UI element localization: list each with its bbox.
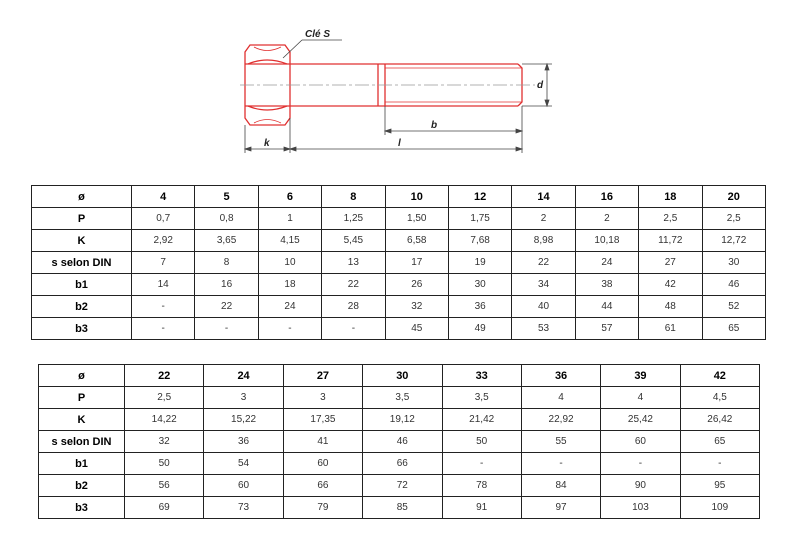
diameter-header-cell: 16 <box>575 186 638 208</box>
table-cell: 36 <box>204 431 283 453</box>
table-cell: 28 <box>322 296 385 318</box>
diameter-header-cell: 12 <box>448 186 511 208</box>
table-cell: 4,15 <box>258 230 321 252</box>
diameter-header-cell: 4 <box>132 186 195 208</box>
table-cell: 3 <box>204 387 283 409</box>
table-cell: 61 <box>639 318 702 340</box>
table-cell: 41 <box>283 431 362 453</box>
table-cell: 109 <box>680 497 759 519</box>
diameter-header-cell: 22 <box>125 365 204 387</box>
table-cell: 5,45 <box>322 230 385 252</box>
table-cell: 24 <box>575 252 638 274</box>
label-b: b <box>431 120 438 131</box>
label-l: l <box>398 138 401 149</box>
diameter-header-cell: 24 <box>204 365 283 387</box>
dimension-lines <box>245 40 552 153</box>
table-cell: 6,58 <box>385 230 448 252</box>
table-cell: - <box>322 318 385 340</box>
table-cell: - <box>132 296 195 318</box>
row-label: b3 <box>32 318 132 340</box>
table-cell: 72 <box>363 475 442 497</box>
table-cell: - <box>132 318 195 340</box>
table-cell: 48 <box>639 296 702 318</box>
table-cell: - <box>680 453 759 475</box>
table-row <box>39 431 760 453</box>
table-cell: 12,72 <box>702 230 765 252</box>
table-cell: 17 <box>385 252 448 274</box>
table-cell: 4 <box>601 387 680 409</box>
table-cell: - <box>258 318 321 340</box>
table-cell: 32 <box>385 296 448 318</box>
table-cell: 1,50 <box>385 208 448 230</box>
table-cell: 60 <box>601 431 680 453</box>
table-cell: 1,75 <box>448 208 511 230</box>
bolt-table-2 <box>38 364 760 519</box>
table-cell: 22 <box>195 296 258 318</box>
table-cell: 49 <box>448 318 511 340</box>
table-cell: 34 <box>512 274 575 296</box>
table-cell: 38 <box>575 274 638 296</box>
row-label: b1 <box>39 453 125 475</box>
table-cell: 84 <box>521 475 600 497</box>
table-row <box>39 365 760 387</box>
table-cell: 8,98 <box>512 230 575 252</box>
row-label: ø <box>32 186 132 208</box>
diameter-header-cell: 36 <box>521 365 600 387</box>
diameter-header-cell: 27 <box>283 365 362 387</box>
table-cell: 32 <box>125 431 204 453</box>
table-cell: 46 <box>363 431 442 453</box>
diameter-header-cell: 30 <box>363 365 442 387</box>
table-cell: 55 <box>521 431 600 453</box>
table-row <box>39 475 760 497</box>
table-cell: 73 <box>204 497 283 519</box>
table-cell: 50 <box>442 431 521 453</box>
label-d: d <box>537 80 544 91</box>
table-row <box>32 186 766 208</box>
diameter-header-cell: 33 <box>442 365 521 387</box>
table-cell: 13 <box>322 252 385 274</box>
table-cell: - <box>442 453 521 475</box>
table-cell: - <box>521 453 600 475</box>
table-row <box>32 230 766 252</box>
diameter-header-cell: 42 <box>680 365 759 387</box>
table-cell: 56 <box>125 475 204 497</box>
bolt-drawing <box>0 0 800 170</box>
table-cell: 54 <box>204 453 283 475</box>
table-cell: 25,42 <box>601 409 680 431</box>
table-cell: 66 <box>363 453 442 475</box>
table-cell: 85 <box>363 497 442 519</box>
diameter-header-cell: 10 <box>385 186 448 208</box>
table-cell: 26 <box>385 274 448 296</box>
table-row <box>32 318 766 340</box>
diameter-header-cell: 20 <box>702 186 765 208</box>
table-cell: 69 <box>125 497 204 519</box>
table-cell: 2 <box>575 208 638 230</box>
table-cell: 2 <box>512 208 575 230</box>
table-row <box>39 409 760 431</box>
table-cell: 52 <box>702 296 765 318</box>
table-cell: 21,42 <box>442 409 521 431</box>
row-label: b1 <box>32 274 132 296</box>
table-cell: 22,92 <box>521 409 600 431</box>
table-cell: 95 <box>680 475 759 497</box>
label-k: k <box>264 138 270 149</box>
table-cell: 90 <box>601 475 680 497</box>
table-cell: 27 <box>639 252 702 274</box>
table-cell: 79 <box>283 497 362 519</box>
table-cell: 19 <box>448 252 511 274</box>
diameter-header-cell: 14 <box>512 186 575 208</box>
table-cell: 1,25 <box>322 208 385 230</box>
table-cell: 97 <box>521 497 600 519</box>
table-cell: 4 <box>521 387 600 409</box>
table-cell: 1 <box>258 208 321 230</box>
table-cell: 46 <box>702 274 765 296</box>
table-cell: 50 <box>125 453 204 475</box>
row-label: K <box>32 230 132 252</box>
table-cell: 103 <box>601 497 680 519</box>
table-cell: 26,42 <box>680 409 759 431</box>
table-cell: 40 <box>512 296 575 318</box>
table-cell: 7 <box>132 252 195 274</box>
table-cell: 17,35 <box>283 409 362 431</box>
row-label: s selon DIN <box>39 431 125 453</box>
table-cell: 42 <box>639 274 702 296</box>
table-cell: 91 <box>442 497 521 519</box>
row-label: P <box>39 387 125 409</box>
table-cell: 3,5 <box>442 387 521 409</box>
diameter-header-cell: 39 <box>601 365 680 387</box>
row-label: b3 <box>39 497 125 519</box>
table-cell: 22 <box>512 252 575 274</box>
table-cell: 65 <box>702 318 765 340</box>
table-row <box>32 274 766 296</box>
table-cell: 14 <box>132 274 195 296</box>
table-cell: 30 <box>702 252 765 274</box>
table-cell: 19,12 <box>363 409 442 431</box>
table-cell: 57 <box>575 318 638 340</box>
row-label: b2 <box>32 296 132 318</box>
table-cell: 44 <box>575 296 638 318</box>
row-label: s selon DIN <box>32 252 132 274</box>
table-cell: 2,92 <box>132 230 195 252</box>
row-label: b2 <box>39 475 125 497</box>
table-cell: 0,7 <box>132 208 195 230</box>
table-cell: 22 <box>322 274 385 296</box>
table-cell: 45 <box>385 318 448 340</box>
table-cell: 53 <box>512 318 575 340</box>
table-cell: - <box>195 318 258 340</box>
table-row <box>32 252 766 274</box>
table-cell: 10 <box>258 252 321 274</box>
diameter-header-cell: 6 <box>258 186 321 208</box>
table-cell: 2,5 <box>639 208 702 230</box>
table-row <box>39 387 760 409</box>
table-cell: 11,72 <box>639 230 702 252</box>
row-label: P <box>32 208 132 230</box>
table-row <box>32 208 766 230</box>
table-cell: 78 <box>442 475 521 497</box>
table-cell: 66 <box>283 475 362 497</box>
table-cell: 65 <box>680 431 759 453</box>
table-cell: - <box>601 453 680 475</box>
table-cell: 30 <box>448 274 511 296</box>
table-cell: 7,68 <box>448 230 511 252</box>
table-cell: 60 <box>283 453 362 475</box>
row-label: ø <box>39 365 125 387</box>
table-cell: 3 <box>283 387 362 409</box>
table-cell: 0,8 <box>195 208 258 230</box>
table-cell: 36 <box>448 296 511 318</box>
diameter-header-cell: 18 <box>639 186 702 208</box>
table-cell: 10,18 <box>575 230 638 252</box>
diameter-header-cell: 5 <box>195 186 258 208</box>
table-cell: 4,5 <box>680 387 759 409</box>
table-cell: 8 <box>195 252 258 274</box>
table-cell: 24 <box>258 296 321 318</box>
table-cell: 60 <box>204 475 283 497</box>
table-row <box>39 497 760 519</box>
table-cell: 18 <box>258 274 321 296</box>
row-label: K <box>39 409 125 431</box>
table-cell: 2,5 <box>125 387 204 409</box>
table-row <box>39 453 760 475</box>
table-cell: 3,65 <box>195 230 258 252</box>
table-row <box>32 296 766 318</box>
label-cle: Clé S <box>305 29 331 40</box>
table-cell: 15,22 <box>204 409 283 431</box>
table-cell: 3,5 <box>363 387 442 409</box>
table-cell: 16 <box>195 274 258 296</box>
table-cell: 2,5 <box>702 208 765 230</box>
table-cell: 14,22 <box>125 409 204 431</box>
diameter-header-cell: 8 <box>322 186 385 208</box>
bolt-table-1 <box>31 185 766 340</box>
